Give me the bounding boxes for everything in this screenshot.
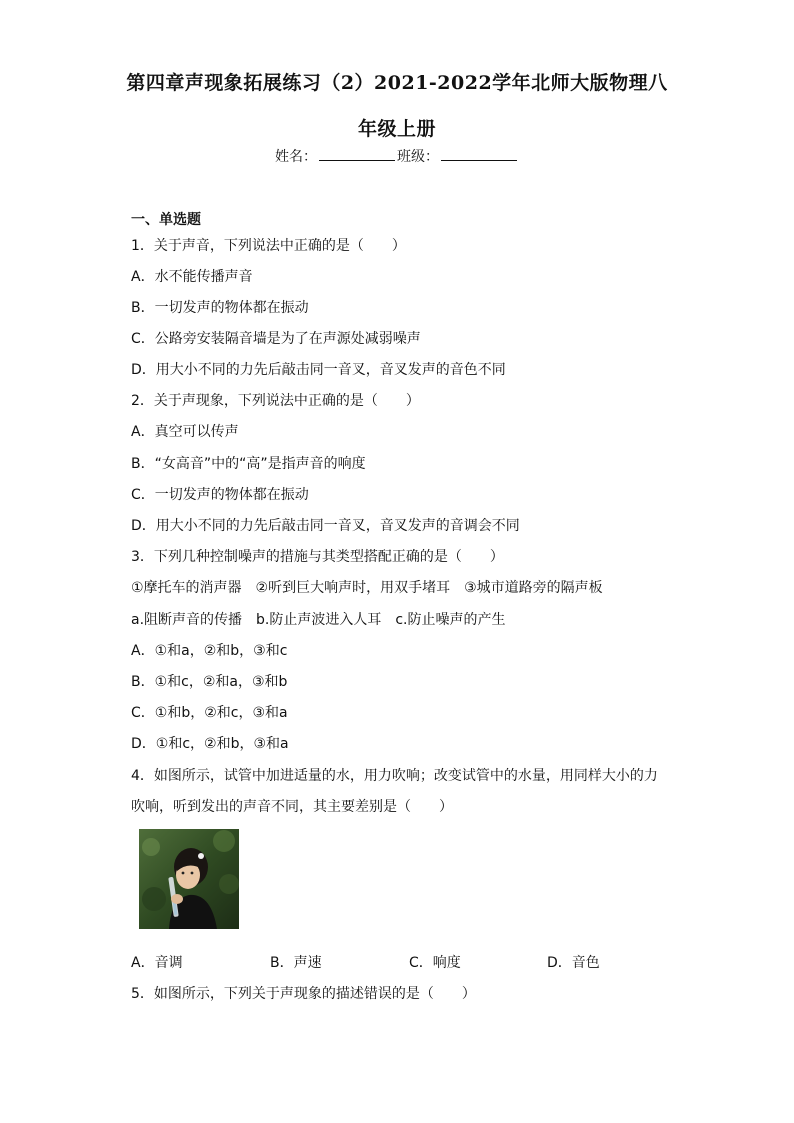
question-2-option-a: A．真空可以传声 (131, 424, 239, 440)
page-title-continued: 年级上册 (357, 118, 436, 140)
name-blank[interactable] (319, 146, 395, 161)
question-2-option-b: B．“女高音”中的“高”是指声音的响度 (131, 456, 366, 472)
question-1-option-d: D．用大小不同的力先后敲击同一音叉，音叉发声的音色不同 (131, 362, 506, 378)
section-heading: 一、单选题 (131, 212, 201, 228)
question-5-stem: 5．如图所示，下列关于声现象的描述错误的是（ ） (131, 986, 476, 1002)
question-2-stem: 2．关于声现象，下列说法中正确的是（ ） (131, 393, 420, 409)
question-1-option-b: B．一切发声的物体都在振动 (131, 300, 309, 316)
question-2-option-c: C．一切发声的物体都在振动 (131, 487, 309, 503)
girl-blowing-test-tube-photo (139, 829, 239, 929)
question-1-stem: 1．关于声音，下列说法中正确的是（ ） (131, 238, 406, 254)
name-label: 姓名： (275, 149, 317, 165)
question-4-option-d: D．音色 (547, 955, 600, 971)
question-4-option-a: A．音调 (131, 955, 183, 971)
question-3-option-b: B．①和c，②和a，③和b (131, 674, 288, 690)
question-2-option-d: D．用大小不同的力先后敲击同一音叉，音叉发声的音调会不同 (131, 518, 520, 534)
question-4-stem-continued: 吹响，听到发出的声音不同，其主要差别是（ ） (131, 799, 453, 815)
class-label: 班级： (397, 149, 439, 165)
student-info (0, 146, 794, 166)
question-3-stem: 3．下列几种控制噪声的措施与其类型搭配正确的是（ ） (131, 549, 504, 565)
question-1-option-a: A．水不能传播声音 (131, 269, 253, 285)
page-title: 第四章声现象拓展练习（2）2021-2022学年北师大版物理八 (126, 72, 668, 94)
question-3-measures: ①摩托车的消声器 ②听到巨大响声时，用双手堵耳 ③城市道路旁的隔声板 (131, 580, 603, 596)
class-blank[interactable] (441, 146, 517, 161)
question-4-option-c: C．响度 (409, 955, 461, 971)
question-1-option-c: C．公路旁安装隔音墙是为了在声源处减弱噪声 (131, 331, 421, 347)
question-3-types: a.阻断声音的传播 b.防止声波进入人耳 c.防止噪声的产生 (131, 612, 506, 628)
question-4-stem: 4．如图所示，试管中加进适量的水，用力吹响；改变试管中的水量，用同样大小的力 (131, 768, 658, 784)
question-3-option-a: A．①和a，②和b，③和c (131, 643, 288, 659)
question-3-option-c: C．①和b，②和c，③和a (131, 705, 288, 721)
question-3-option-d: D．①和c，②和b，③和a (131, 736, 289, 752)
question-4-option-b: B．声速 (270, 955, 322, 971)
